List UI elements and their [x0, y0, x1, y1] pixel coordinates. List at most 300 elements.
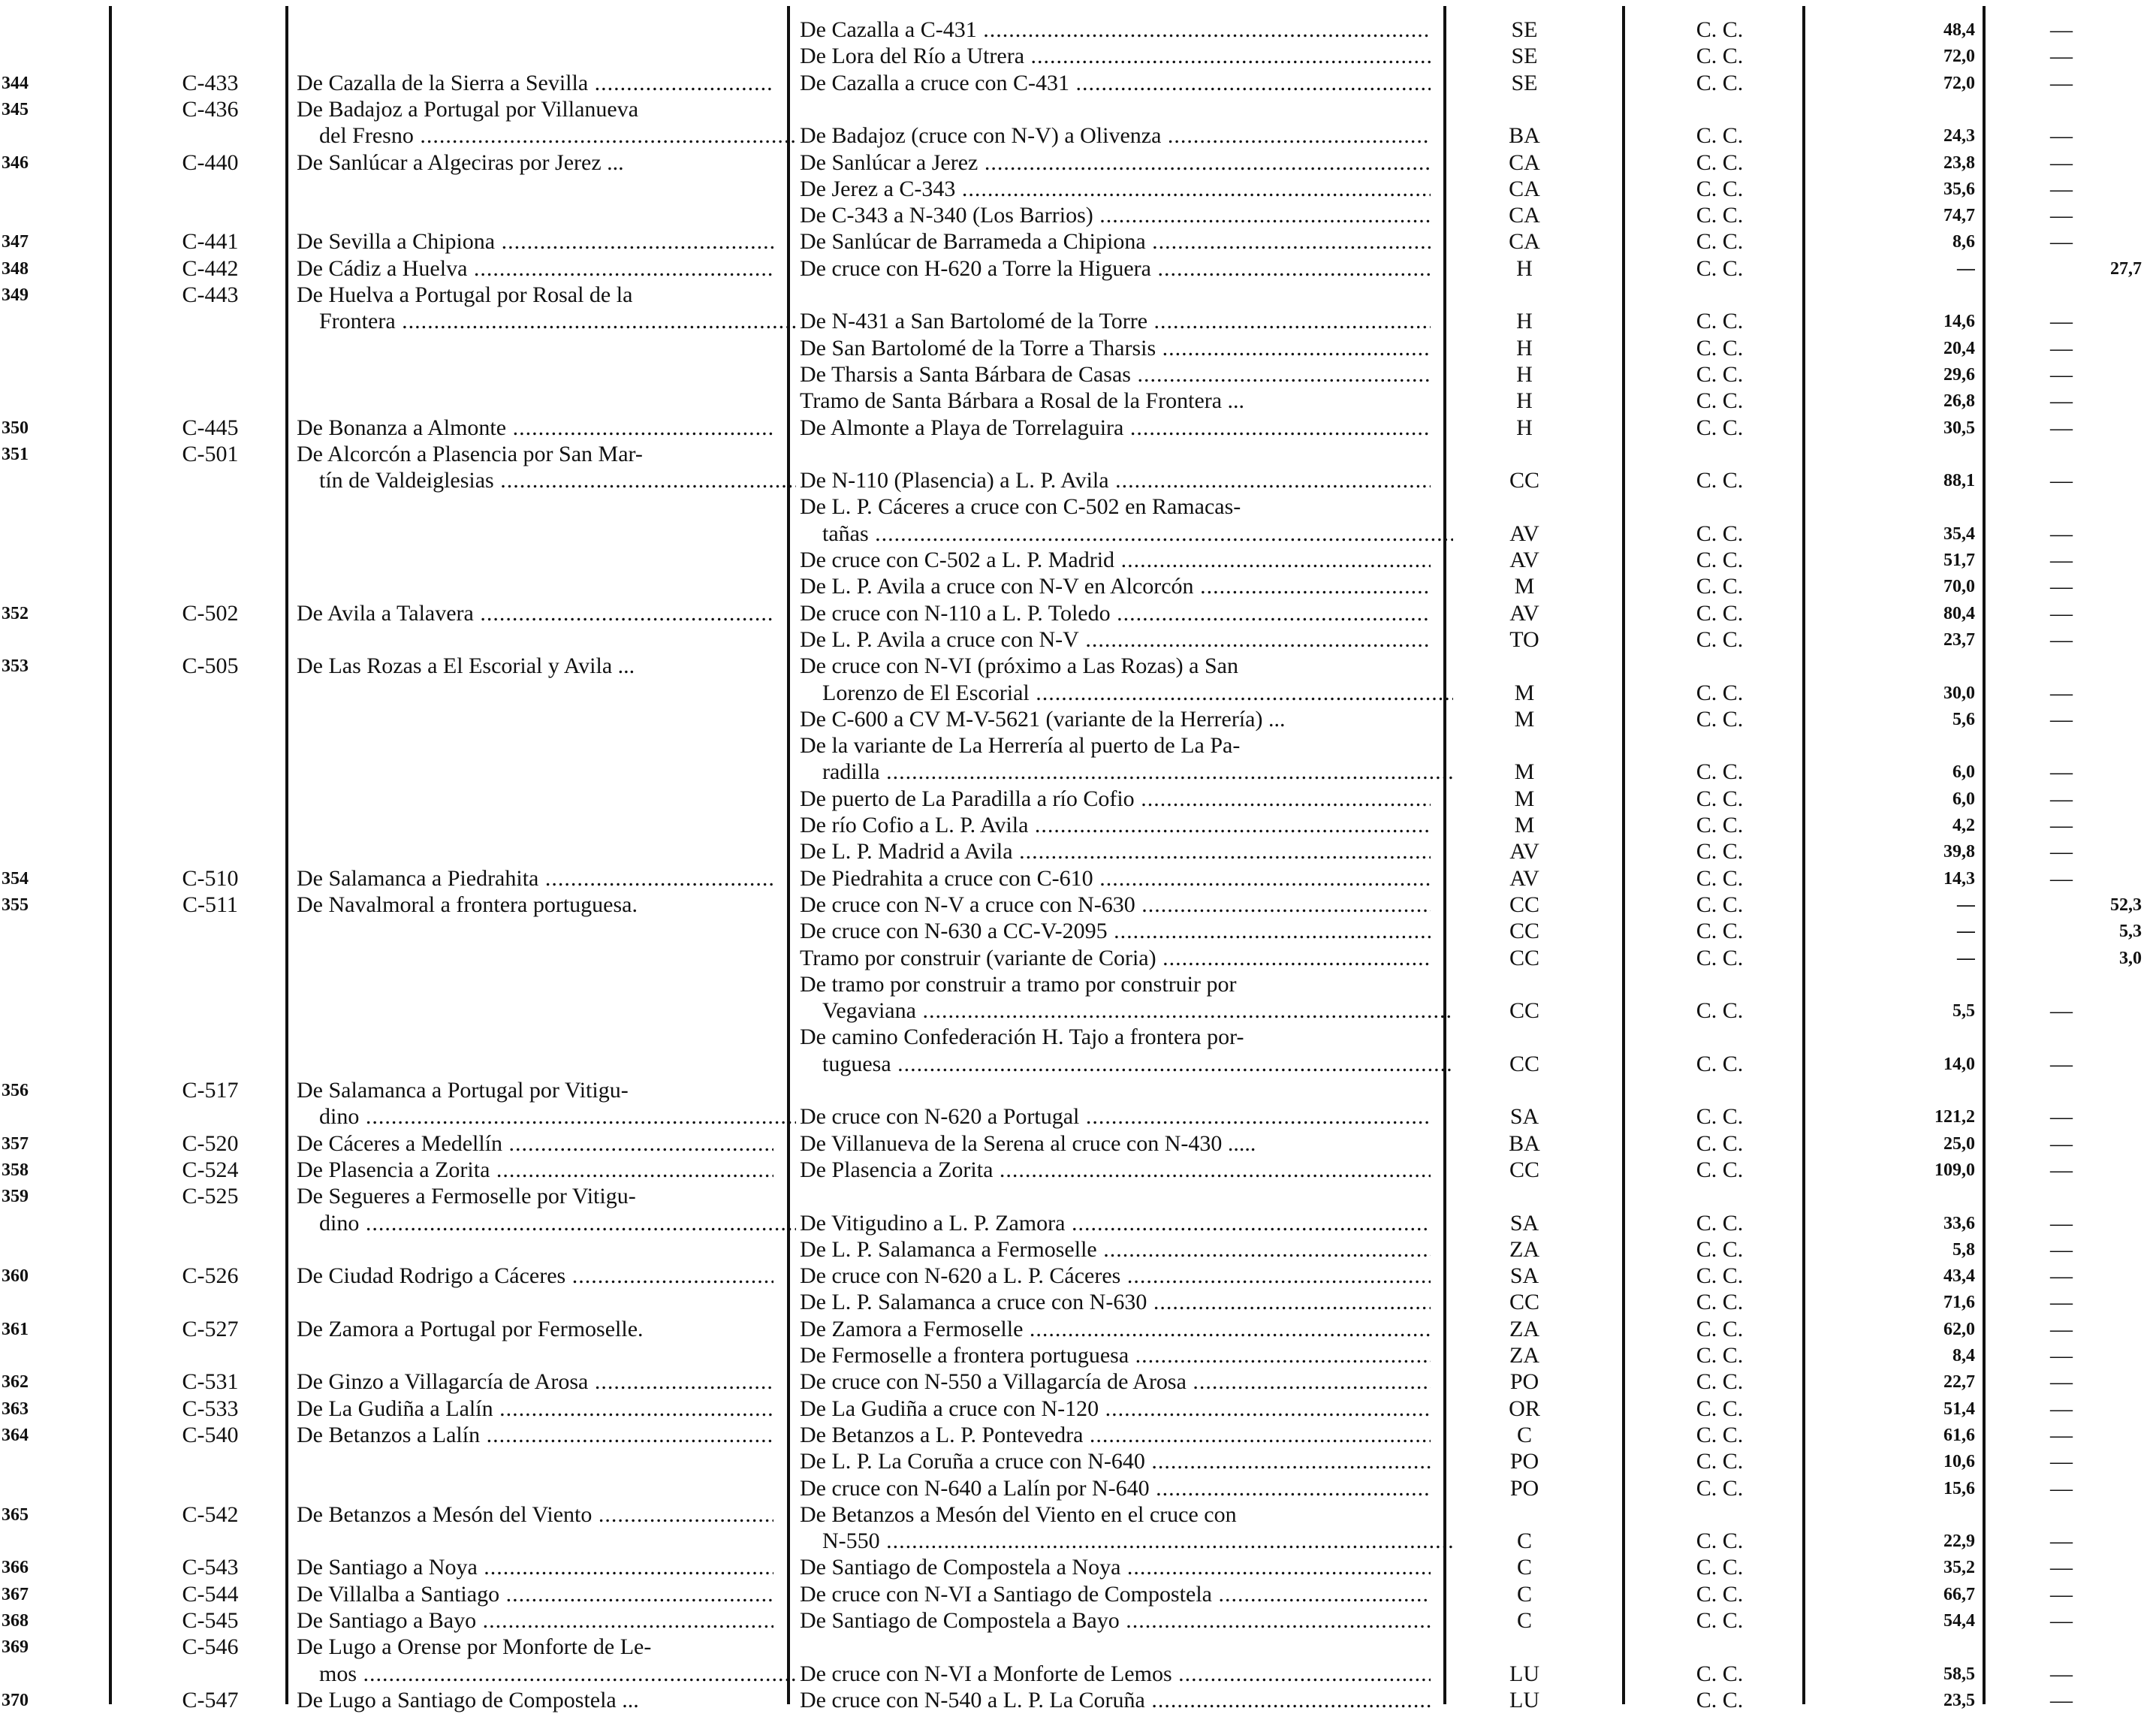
road-description-text: De Betanzos a Lalín — [297, 1422, 481, 1447]
road-type — [1652, 653, 1787, 680]
row-number — [2, 1103, 54, 1130]
road-code-text: C-540 — [182, 1422, 239, 1447]
dot-leader — [1212, 1582, 1431, 1607]
dot-leader — [495, 229, 773, 254]
dot-leader — [502, 1131, 773, 1156]
road-description-text: De Badajoz a Portugal por Villanueva — [297, 96, 639, 122]
road-code — [158, 1687, 263, 1714]
province — [1457, 1634, 1592, 1661]
table-row — [0, 1528, 2156, 1555]
length-km-2-text: — — [2050, 176, 2073, 201]
province-text: AV — [1509, 548, 1539, 572]
road-type — [1652, 415, 1787, 442]
table-row — [0, 282, 2156, 309]
length-km-3 — [2080, 335, 2142, 362]
section-description — [800, 838, 1431, 865]
province-text: C — [1516, 1581, 1532, 1607]
province-text: PO — [1509, 1369, 1539, 1395]
province — [1457, 1607, 1592, 1634]
row-number — [2, 1368, 54, 1396]
length-km-1-text: 8,4 — [1952, 1346, 1975, 1365]
road-code — [158, 945, 263, 972]
section-description-text: De L. P. Avila a cruce con N-V en Alcorcón — [800, 574, 1194, 599]
length-km-3 — [2080, 971, 2142, 998]
dot-leader — [1099, 1396, 1431, 1421]
table-row — [0, 1210, 2156, 1237]
province — [1457, 1210, 1592, 1237]
row-number — [2, 812, 54, 839]
dot-leader — [1131, 362, 1431, 387]
table-row — [0, 786, 2156, 813]
road-code-text: C-527 — [182, 1316, 239, 1341]
table-row — [0, 600, 2156, 627]
road-code-text: C-433 — [182, 70, 239, 95]
section-description-text: De Sanlúcar a Jerez — [800, 149, 978, 175]
length-km-1-text: 30,0 — [1943, 683, 1975, 703]
road-description — [297, 493, 773, 521]
row-number — [2, 971, 54, 998]
row-number-text: 365 — [2, 1504, 29, 1525]
table-row — [0, 521, 2156, 548]
road-code-text: C-524 — [182, 1157, 239, 1182]
length-km-3 — [2080, 732, 2142, 759]
province-text: SE — [1511, 70, 1538, 95]
length-km-3 — [2080, 573, 2142, 600]
road-type-text: C. C. — [1696, 839, 1744, 865]
length-km-1 — [1817, 228, 1975, 255]
section-description — [800, 255, 1431, 282]
length-km-1 — [1817, 70, 1975, 97]
road-description — [297, 600, 773, 627]
road-type — [1652, 1661, 1787, 1688]
road-type — [1652, 1289, 1787, 1316]
province-text: M — [1514, 680, 1535, 705]
road-type — [1652, 1077, 1787, 1104]
length-km-1 — [1817, 361, 1975, 388]
row-number — [2, 282, 54, 309]
road-type-text: C. C. — [1696, 388, 1744, 414]
dot-leader — [1024, 44, 1431, 68]
road-type — [1652, 680, 1787, 707]
section-description-text: De río Cofio a L. P. Avila — [800, 813, 1029, 837]
row-number — [2, 573, 54, 600]
length-km-1-text: 10,6 — [1943, 1452, 1975, 1472]
table-row — [0, 1289, 2156, 1316]
province — [1457, 1024, 1592, 1051]
road-description — [297, 759, 773, 786]
row-number — [2, 945, 54, 972]
road-description — [297, 1342, 773, 1369]
province-text: H — [1516, 309, 1533, 334]
road-code-text: C-546 — [182, 1634, 239, 1660]
road-description-text: tín de Valdeiglesias — [319, 468, 494, 493]
road-description — [297, 1316, 773, 1343]
road-type-text: C. C. — [1696, 600, 1744, 626]
province — [1457, 892, 1592, 919]
dot-leader — [506, 415, 773, 440]
road-code — [158, 361, 263, 388]
section-description — [800, 997, 1453, 1024]
road-description-text: De Betanzos a Mesón del Viento — [297, 1501, 593, 1527]
road-code — [158, 388, 263, 415]
road-description — [297, 786, 773, 813]
length-km-1 — [1817, 388, 1975, 415]
road-type — [1652, 971, 1787, 998]
road-type-text: C. C. — [1696, 1422, 1744, 1447]
road-code — [158, 228, 263, 255]
province — [1457, 653, 1592, 680]
row-number-text: 349 — [2, 285, 29, 305]
length-km-1-text: 35,6 — [1943, 179, 1975, 199]
length-km-1 — [1817, 1210, 1975, 1237]
section-description — [800, 96, 1431, 123]
road-type-text: C. C. — [1696, 1157, 1744, 1182]
province — [1457, 415, 1592, 442]
province-text: TO — [1509, 626, 1539, 652]
road-code — [158, 1475, 263, 1502]
section-description — [800, 892, 1431, 919]
dot-leader — [359, 1211, 796, 1236]
row-number-text: 370 — [2, 1690, 29, 1710]
row-number-text: 351 — [2, 444, 29, 464]
section-description-text: De Betanzos a L. P. Pontevedra — [800, 1422, 1084, 1447]
length-km-2-text: — — [2050, 1369, 2073, 1395]
length-km-1 — [1817, 1634, 1975, 1661]
province — [1457, 997, 1592, 1024]
dot-leader — [880, 759, 1453, 784]
section-description-text: Vegaviana — [822, 998, 916, 1024]
road-type — [1652, 1157, 1787, 1184]
row-number — [2, 1528, 54, 1555]
province — [1457, 1396, 1592, 1423]
road-type-text: C. C. — [1696, 574, 1744, 599]
road-code — [158, 17, 263, 44]
road-code — [158, 1607, 263, 1634]
road-code-text: C-542 — [182, 1501, 239, 1527]
row-number-text: 361 — [2, 1319, 29, 1339]
length-km-1 — [1817, 1077, 1975, 1104]
section-description — [800, 1422, 1431, 1449]
row-number — [2, 1183, 54, 1210]
length-km-2-text: — — [2050, 388, 2073, 414]
road-description — [297, 1528, 773, 1555]
dot-leader — [1135, 786, 1431, 811]
dot-leader — [478, 1555, 773, 1580]
table-row — [0, 493, 2156, 521]
dot-leader — [414, 123, 796, 148]
road-description-text: De Segueres a Fermoselle por Vitigu- — [297, 1184, 636, 1209]
road-type — [1652, 255, 1787, 282]
section-description-text: De cruce con H-620 a Torre la Higuera — [800, 255, 1151, 281]
road-code — [158, 1528, 263, 1555]
province — [1457, 335, 1592, 362]
table-row — [0, 812, 2156, 839]
table-row — [0, 467, 2156, 494]
section-description — [800, 149, 1431, 177]
table-row — [0, 17, 2156, 44]
road-code — [158, 971, 263, 998]
section-description-text: De L. P. Salamanca a Fermoselle — [800, 1236, 1097, 1262]
length-km-2-text: — — [2050, 626, 2073, 652]
road-description-text: De Salamanca a Portugal por Vitigu- — [297, 1078, 629, 1103]
road-type — [1652, 945, 1787, 972]
section-description — [800, 1157, 1431, 1184]
road-code-text: C-436 — [182, 96, 239, 122]
length-km-3 — [2080, 706, 2142, 733]
dot-leader — [1151, 256, 1431, 281]
length-km-2-text: — — [2050, 998, 2073, 1024]
road-type-text: C. C. — [1696, 1475, 1744, 1501]
road-description-text: De Plasencia a Zorita — [297, 1157, 490, 1182]
length-km-1 — [1817, 626, 1975, 653]
dot-leader — [565, 1263, 773, 1288]
road-description — [297, 1103, 796, 1130]
province-text: M — [1514, 813, 1535, 837]
road-type-text: C. C. — [1696, 1661, 1744, 1686]
row-number — [2, 547, 54, 574]
dot-leader — [499, 1582, 773, 1607]
table-row — [0, 680, 2156, 707]
dot-leader — [955, 177, 1431, 201]
length-km-1 — [1817, 759, 1975, 786]
road-code — [158, 1342, 263, 1369]
length-km-1 — [1817, 945, 1975, 972]
row-number — [2, 308, 54, 335]
row-number — [2, 892, 54, 919]
length-km-1-text: 121,2 — [1934, 1107, 1975, 1127]
length-km-1 — [1817, 732, 1975, 759]
row-number — [2, 1236, 54, 1263]
road-code — [158, 892, 263, 919]
road-code — [158, 600, 263, 627]
dot-leader — [1023, 1317, 1431, 1341]
table-row — [0, 1130, 2156, 1157]
province — [1457, 626, 1592, 653]
length-km-1 — [1817, 1661, 1975, 1688]
section-description-text: De La Gudiña a cruce con N-120 — [800, 1396, 1099, 1421]
road-code-text: C-441 — [182, 229, 239, 255]
dot-leader — [1123, 415, 1431, 440]
section-description — [800, 1236, 1431, 1263]
row-number-text: 366 — [2, 1558, 29, 1578]
section-description-text: De Vitigudino a L. P. Zamora — [800, 1210, 1066, 1236]
road-description — [297, 547, 773, 574]
table-row — [0, 865, 2156, 892]
road-description — [297, 653, 773, 680]
road-type — [1652, 1263, 1787, 1290]
table-row — [0, 176, 2156, 203]
row-number-text: 348 — [2, 258, 29, 279]
section-description — [800, 388, 1431, 415]
province-text: CA — [1509, 176, 1540, 201]
road-description — [297, 1368, 773, 1396]
province — [1457, 228, 1592, 255]
length-km-1 — [1817, 521, 1975, 548]
road-code — [158, 1448, 263, 1475]
road-code — [158, 96, 263, 123]
province-text: C — [1516, 1422, 1532, 1447]
road-type — [1652, 1236, 1787, 1263]
road-type — [1652, 1103, 1787, 1130]
road-description — [297, 17, 773, 44]
row-number — [2, 361, 54, 388]
province-text: ZA — [1509, 1316, 1539, 1341]
row-number-text: 345 — [2, 99, 29, 119]
length-km-3 — [2080, 308, 2142, 335]
road-type — [1652, 467, 1787, 494]
road-code — [158, 626, 263, 653]
road-type-text: C. C. — [1696, 706, 1744, 732]
dot-leader — [1097, 1237, 1431, 1262]
road-type — [1652, 149, 1787, 177]
length-km-1-text: 71,6 — [1943, 1293, 1975, 1313]
section-description — [800, 1448, 1431, 1475]
province-text: CC — [1509, 1290, 1540, 1315]
row-number — [2, 202, 54, 229]
road-description — [297, 149, 773, 177]
length-km-1 — [1817, 1157, 1975, 1184]
length-km-3 — [2080, 653, 2142, 680]
province — [1457, 759, 1592, 786]
section-description — [800, 1103, 1431, 1130]
length-km-2-text: — — [2050, 1528, 2073, 1554]
length-km-3 — [2080, 1368, 2142, 1396]
road-code — [158, 1103, 263, 1130]
section-description-text: De cruce con N-550 a Villagarcía de Arosa — [800, 1369, 1187, 1395]
province — [1457, 202, 1592, 229]
row-number-text: 358 — [2, 1160, 29, 1180]
road-description-text: De Cazalla de la Sierra a Sevilla — [297, 70, 589, 95]
section-description — [800, 415, 1431, 442]
province — [1457, 971, 1592, 998]
road-type — [1652, 335, 1787, 362]
dot-leader — [494, 468, 796, 493]
province-text: CC — [1509, 1157, 1540, 1182]
table-row — [0, 838, 2156, 865]
road-type — [1652, 17, 1787, 44]
road-code-text: C-511 — [182, 892, 238, 917]
section-description-text: De cruce con N-VI a Monforte de Lemos — [800, 1661, 1172, 1686]
road-type — [1652, 1528, 1787, 1555]
length-km-1 — [1817, 892, 1975, 919]
length-km-2-text: — — [2050, 361, 2073, 387]
section-description — [800, 441, 1431, 468]
road-description — [297, 1024, 773, 1051]
dot-leader — [359, 1104, 796, 1129]
row-number — [2, 1475, 54, 1502]
table-row — [0, 732, 2156, 759]
table-row — [0, 1687, 2156, 1714]
section-description-text: De Lora del Río a Utrera — [800, 44, 1025, 69]
table-row — [0, 892, 2156, 919]
province-text: CC — [1509, 468, 1540, 493]
length-km-2-text: — — [2050, 786, 2073, 811]
province — [1457, 122, 1592, 149]
length-km-3 — [2080, 1342, 2142, 1369]
section-description — [800, 122, 1431, 149]
dot-leader — [1109, 468, 1431, 493]
dot-leader — [588, 1369, 773, 1394]
row-number — [2, 997, 54, 1024]
row-number — [2, 521, 54, 548]
row-number — [2, 1607, 54, 1634]
row-number — [2, 1051, 54, 1078]
length-km-3-text: 3,0 — [2119, 948, 2142, 968]
length-km-1-text: 23,8 — [1943, 152, 1975, 173]
dot-leader — [357, 1661, 796, 1686]
province — [1457, 1130, 1592, 1157]
row-number — [2, 43, 54, 70]
road-code — [158, 547, 263, 574]
table-row — [0, 1396, 2156, 1423]
road-code-text: C-445 — [182, 415, 239, 440]
road-description-text: De Avila a Talavera — [297, 600, 474, 626]
section-description — [800, 308, 1431, 335]
table-row — [0, 1077, 2156, 1104]
section-description-text: De tramo por construir a tramo por construir por — [800, 971, 1237, 997]
table-row — [0, 1316, 2156, 1343]
length-km-3 — [2080, 786, 2142, 813]
length-km-2-text: — — [2050, 17, 2073, 42]
length-km-1-text: 80,4 — [1943, 603, 1975, 623]
road-description — [297, 1661, 796, 1688]
road-code — [158, 1634, 263, 1661]
length-km-2-text: — — [2050, 1290, 2073, 1315]
length-km-3 — [2080, 228, 2142, 255]
province — [1457, 1554, 1592, 1581]
road-type-text: C. C. — [1696, 1130, 1744, 1156]
length-km-1 — [1817, 1448, 1975, 1475]
length-km-1-text: 48,4 — [1943, 20, 1975, 40]
road-code — [158, 122, 263, 149]
section-description — [800, 1183, 1431, 1210]
length-km-3 — [2080, 1607, 2142, 1634]
section-description-text: De Plasencia a Zorita — [800, 1157, 994, 1182]
road-type — [1652, 1024, 1787, 1051]
road-description — [297, 1501, 773, 1528]
dot-leader — [1083, 1423, 1431, 1447]
road-type — [1652, 812, 1787, 839]
table-row — [0, 573, 2156, 600]
length-km-3 — [2080, 812, 2142, 839]
length-km-1-text: 22,9 — [1943, 1531, 1975, 1552]
dot-leader — [538, 866, 773, 891]
road-type-text: C. C. — [1696, 680, 1744, 705]
length-km-3 — [2080, 17, 2142, 44]
table-row — [0, 1554, 2156, 1581]
road-type — [1652, 70, 1787, 97]
road-code — [158, 467, 263, 494]
road-description-text: De Lugo a Orense por Monforte de Le- — [297, 1634, 652, 1660]
province — [1457, 17, 1592, 44]
length-km-2-text: — — [2050, 600, 2073, 626]
road-type — [1652, 1554, 1787, 1581]
province — [1457, 1103, 1592, 1130]
section-description — [800, 547, 1431, 574]
section-description-text: De cruce con N-540 a L. P. La Coruña — [800, 1687, 1145, 1712]
length-km-1 — [1817, 1236, 1975, 1263]
section-description-text: De Cazalla a cruce con C-431 — [800, 70, 1069, 95]
province-text: H — [1516, 255, 1533, 281]
row-number — [2, 1554, 54, 1581]
road-description-text: De Sanlúcar a Algeciras por Jerez ... — [297, 149, 624, 175]
road-description — [297, 467, 796, 494]
province — [1457, 43, 1592, 70]
road-code — [158, 70, 263, 97]
province — [1457, 149, 1592, 177]
province-text: M — [1514, 706, 1535, 732]
section-description-text: De cruce con N-640 a Lalín por N-640 — [800, 1475, 1150, 1501]
